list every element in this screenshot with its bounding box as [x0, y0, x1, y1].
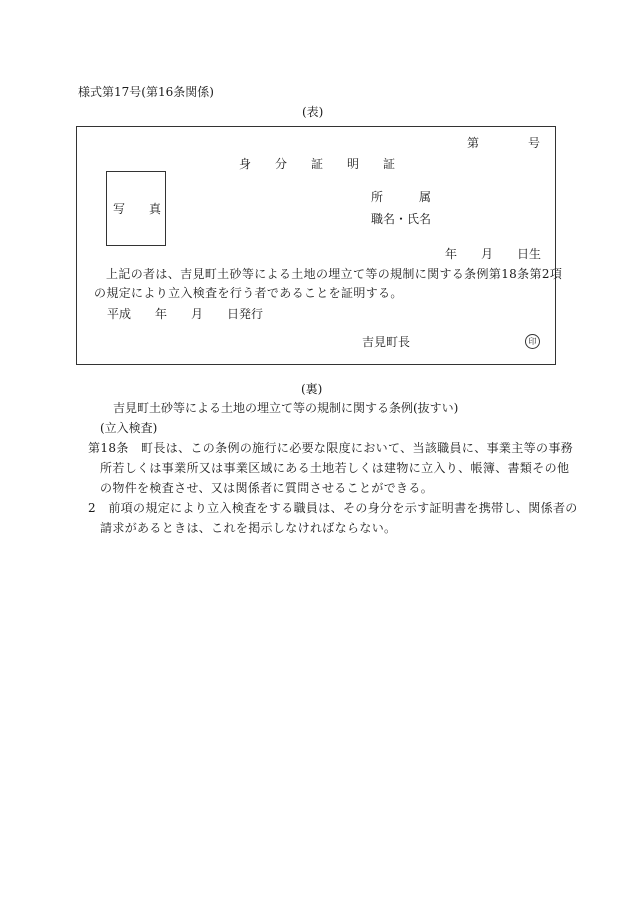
paragraph2-line-1: 2 前項の規定により立入検査をする職員は、その身分を示す証明書を携帯し、関係者の [88, 501, 578, 515]
article18-line-3: の物件を検査させ、又は関係者に質問させることができる。 [100, 481, 434, 495]
card-number-dai: 第 [467, 136, 480, 150]
photo-label: 写 真 [113, 202, 162, 216]
affiliation-label: 所 属 [371, 190, 432, 204]
name-label: 職名・氏名 [371, 212, 432, 226]
certification-line-2: の規定により立入検査を行う者であることを証明する。 [94, 286, 403, 300]
back-label: (裏) [301, 382, 323, 396]
birthdate-label: 年 月 日生 [445, 247, 542, 261]
seal-mark: 印 [525, 334, 540, 349]
certification-line-1: 上記の者は、吉見町土砂等による土地の埋立て等の規制に関する条例第18条第2項 [106, 267, 563, 281]
paragraph2-line-2: 請求があるときは、これを掲示しなければならない。 [100, 521, 397, 535]
form-number: 様式第17号(第16条関係) [78, 85, 214, 99]
issuer: 吉見町長 [362, 335, 411, 349]
article-caption: (立入検査) [100, 421, 158, 435]
article18-line-1: 第18条 町長は、この条例の施行に必要な限度において、当該職員に、事業主等の事務 [88, 441, 574, 455]
ordinance-title: 吉見町土砂等による土地の埋立て等の規制に関する条例(抜すい) [113, 401, 459, 415]
issue-date: 平成 年 月 日発行 [107, 307, 264, 321]
article18-line-2: 所若しくは事業所又は事業区域にある土地若しくは建物に立入り、帳簿、書類その他 [100, 461, 570, 475]
front-label: (表) [302, 105, 324, 119]
card-number-go: 号 [528, 136, 541, 150]
card-title: 身 分 証 明 証 [239, 157, 396, 171]
